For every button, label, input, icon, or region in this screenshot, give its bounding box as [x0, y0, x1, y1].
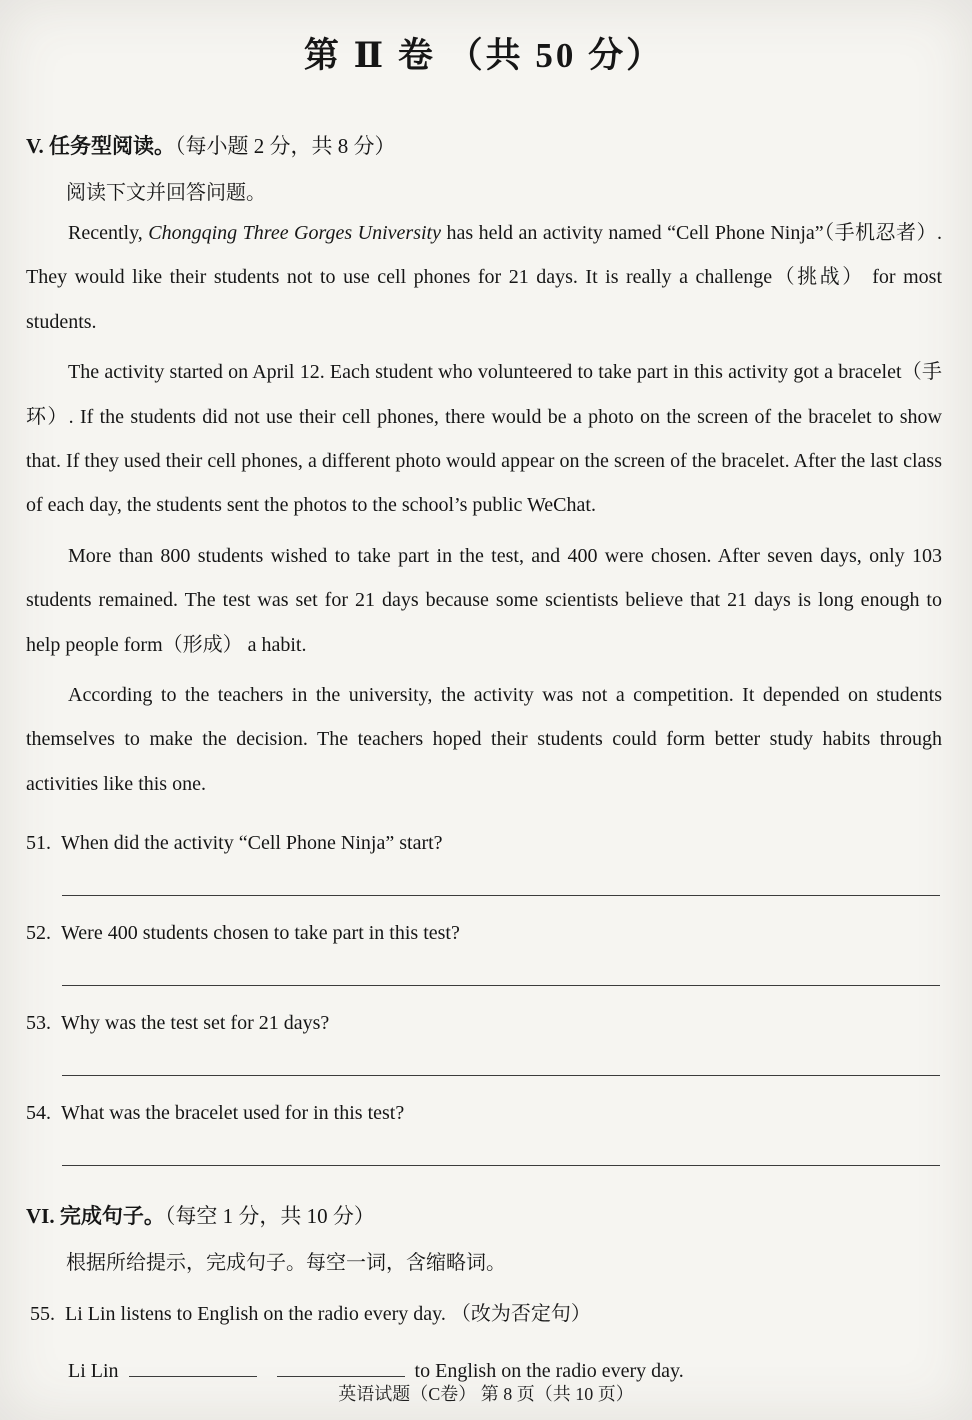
section-vi-instruction: 根据所给提示，完成句子。每空一词，含缩略词。 — [66, 1252, 506, 1275]
section-vi-score-note: （每空 1 分，共 10 分） — [164, 1204, 375, 1229]
question-55-row — [30, 1297, 942, 1326]
passage-paragraph-4: According to the teachers in the university, the activity was not a competition. It depended on students themselves to make the decision. The teachers hoped their students could form better study habits through activities like this one. — [26, 683, 942, 795]
section-v-label: V. 任务型阅读。 — [26, 134, 175, 158]
question-55-text: Li Lin listens to English on the radio every day. （改为否定句） — [65, 1303, 591, 1326]
answer-55-blank-2 — [277, 1356, 405, 1377]
question-52-text: Were 400 students chosen to take part in this test? — [61, 922, 460, 945]
paragraph-1-part2: has held an activity named “Cell Phone Ninja”（手机忍者）. They would like their students not to use cell phones for 21 days. It is really a challenge（挑战） for most students. — [26, 222, 942, 333]
question-55-number: 55. — [30, 1303, 55, 1326]
answer-55-prefix: Li Lin — [68, 1360, 119, 1383]
page-footer: 英语试题（C卷） 第 8 页（共 10 页） — [338, 1384, 634, 1404]
section-v-heading — [26, 130, 942, 160]
question-53-row — [26, 1012, 942, 1035]
answer-line-51 — [62, 895, 940, 896]
passage-paragraph-3: More than 800 students wished to take part in the test, and 400 were chosen. After seven days, only 103 students remained. The test was set for 21 days because some scientists believe that 21 days is long enough to help people form（形成） a habit. — [26, 544, 942, 656]
question-51-text: When did the activity “Cell Phone Ninja” start? — [61, 832, 443, 855]
answer-55-blank-1 — [129, 1356, 257, 1377]
question-53-text: Why was the test set for 21 days? — [61, 1012, 330, 1035]
question-53-number: 53. — [26, 1012, 51, 1035]
answer-line-54 — [62, 1165, 940, 1166]
university-name-italic: Chongqing Three Gorges University — [148, 222, 441, 244]
question-54 — [26, 1102, 942, 1166]
passage-paragraph-2: The activity started on April 12. Each student who volunteered to take part in this activity got a bracelet（手环）. If the students did not use their cell phones, there would be a photo on the screen of the bracelet to show that. If they used their cell phones, a different photo would appear on the screen of the bracelet. After the last class of each day, the students sent the photos to the school’s public WeChat. — [26, 361, 942, 517]
section-vi-heading — [26, 1200, 942, 1230]
question-52-row — [26, 922, 942, 945]
passage-paragraph-1 — [26, 211, 942, 344]
question-52-number: 52. — [26, 922, 51, 945]
section-v-instruction: 阅读下文并回答问题。 — [66, 182, 266, 204]
question-54-text: What was the bracelet used for in this test? — [61, 1102, 405, 1125]
question-54-row — [26, 1102, 942, 1125]
section-v-score-note: （每小题 2 分，共 8 分） — [174, 134, 396, 158]
section-vi-label: VI. 完成句子。 — [26, 1204, 165, 1229]
question-53 — [26, 1012, 942, 1076]
question-54-number: 54. — [26, 1102, 51, 1125]
question-51-number: 51. — [26, 832, 51, 855]
paragraph-1-part1: Recently, — [68, 222, 149, 244]
page-title: 第 Ⅱ 卷 （共 50 分） — [303, 36, 665, 75]
answer-line-52 — [62, 985, 940, 986]
answer-55-suffix: to English on the radio every day. — [414, 1360, 684, 1383]
question-51-row — [26, 832, 942, 855]
reading-passage — [26, 211, 942, 806]
answer-line-53 — [62, 1075, 940, 1076]
question-52 — [26, 922, 942, 986]
question-51 — [26, 832, 942, 896]
